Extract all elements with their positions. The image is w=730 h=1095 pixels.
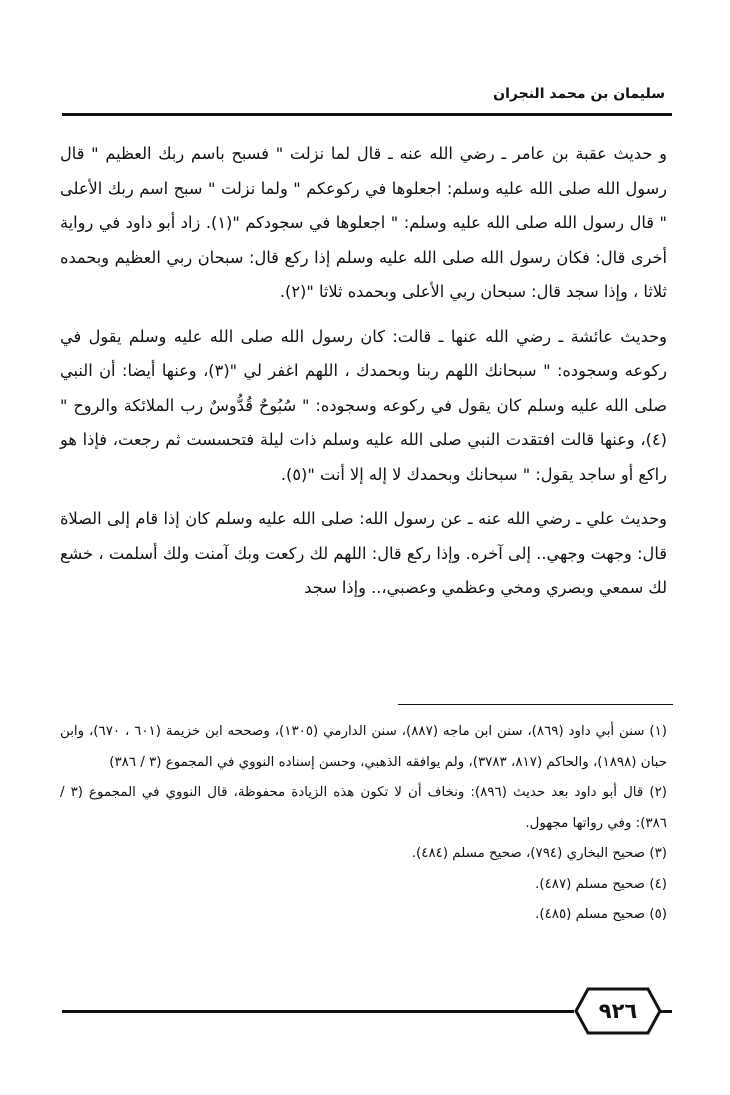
footnote-5: [60, 900, 667, 931]
footnote-number: (٣): [649, 846, 667, 861]
paragraph-ali-hadith: وحديث علي ـ رضي الله عنه ـ عن رسول الله: صلى الله عليه وسلم كان إذا قام إلى الصلاة قال: وجهت وجهي.. إلى آخره. وإذا ركع قال: اللهم لك ركعت وبك آمنت ولك أسلمت ، خشع لك سمعي وبصري ومخي وعظمي وعصبي،.. وإذا سجد: [60, 509, 667, 597]
footnotes: [60, 717, 667, 931]
footnote-4: [60, 870, 667, 901]
main-text: [60, 137, 667, 606]
footnote-number: (٥): [649, 907, 667, 922]
footnote-text: صحيح البخاري (٧٩٤)، صحيح مسلم (٤٨٤).: [411, 846, 646, 861]
footnote-2: [60, 778, 667, 839]
running-header-author: سليمان بن محمد النجران: [493, 86, 665, 102]
page-number: ٩٢٦: [598, 999, 638, 1023]
footnote-text: قال أبو داود بعد حديث (٨٩٦): ونخاف أن لا تكون هذه الزيادة محفوظة، قال النووي في المجموع (٣ / ٣٨٦): وفي رواتها مجهول.: [60, 785, 667, 831]
header-divider: [62, 113, 672, 116]
footnote-text: صحيح مسلم (٤٨٥).: [535, 907, 646, 922]
paragraph-uqba-hadith: و حديث عقبة بن عامر ـ رضي الله عنه ـ قال لما نزلت " فسبح باسم ربك العظيم " قال رسول الله صلى الله عليه وسلم: اجعلوها في ركوعكم " ولما نزلت " سبح اسم ربك الأعلى " قال رسول الله صلى الله عليه وسلم: " اجعلوها في سجودكم "(١). زاد أبو داود في رواية أخرى قال: فكان رسول الله صلى الله عليه وسلم إذا ركع قال: سبحان ربي العظيم وبحمده ثلاثا ، وإذا سجد قال: سبحان ربي الأعلى وبحمده ثلاثا "(٢).: [60, 144, 667, 301]
footnote-3: [60, 839, 667, 870]
footnote-text: سنن أبي داود (٨٦٩)، سنن ابن ماجه (٨٨٧)، سنن الدارمي (١٣٠٥)، وصححه ابن خزيمة (٦٠١ ، ٦٧٠)، وابن حبان (١٨٩٨)، والحاكم (٨١٧، ٣٧٨٣)، ولم يوافقه الذهبي، وحسن إسناده النووي في المجموع (٣ / ٣٨٦): [60, 724, 667, 770]
footnote-number: (٤): [649, 876, 667, 892]
paragraph-aisha-hadith: وحديث عائشة ـ رضي الله عنها ـ قالت: كان رسول الله صلى الله عليه وسلم يقول في ركوعه وسجوده: " سبحانك اللهم ربنا وبحمدك ، اللهم اغفر لي "(٣)، وعنها أيضا: أن النبي صلى الله عليه وسلم كان يقول في ركوعه وسجوده: " سُبُوحٌ قُدُّوسٌ رب الملائكة والروح "(٤)، وعنها قالت افتقدت النبي صلى الله عليه وسلم ذات ليلة فتحسست ثم رجعت، فإذا هو راكع أو ساجد يقول: " سبحانك وبحمدك لا إله إلا أنت "(٥).: [60, 326, 667, 484]
footer-divider-left: [62, 1010, 574, 1013]
page-number-badge: [574, 985, 662, 1037]
footnote-text: صحيح مسلم (٤٨٧).: [535, 876, 646, 892]
footnote-divider: [398, 704, 673, 705]
footnote-1: [60, 717, 667, 778]
footnote-number: (٢): [649, 785, 667, 800]
footnote-number: (١): [649, 724, 668, 739]
